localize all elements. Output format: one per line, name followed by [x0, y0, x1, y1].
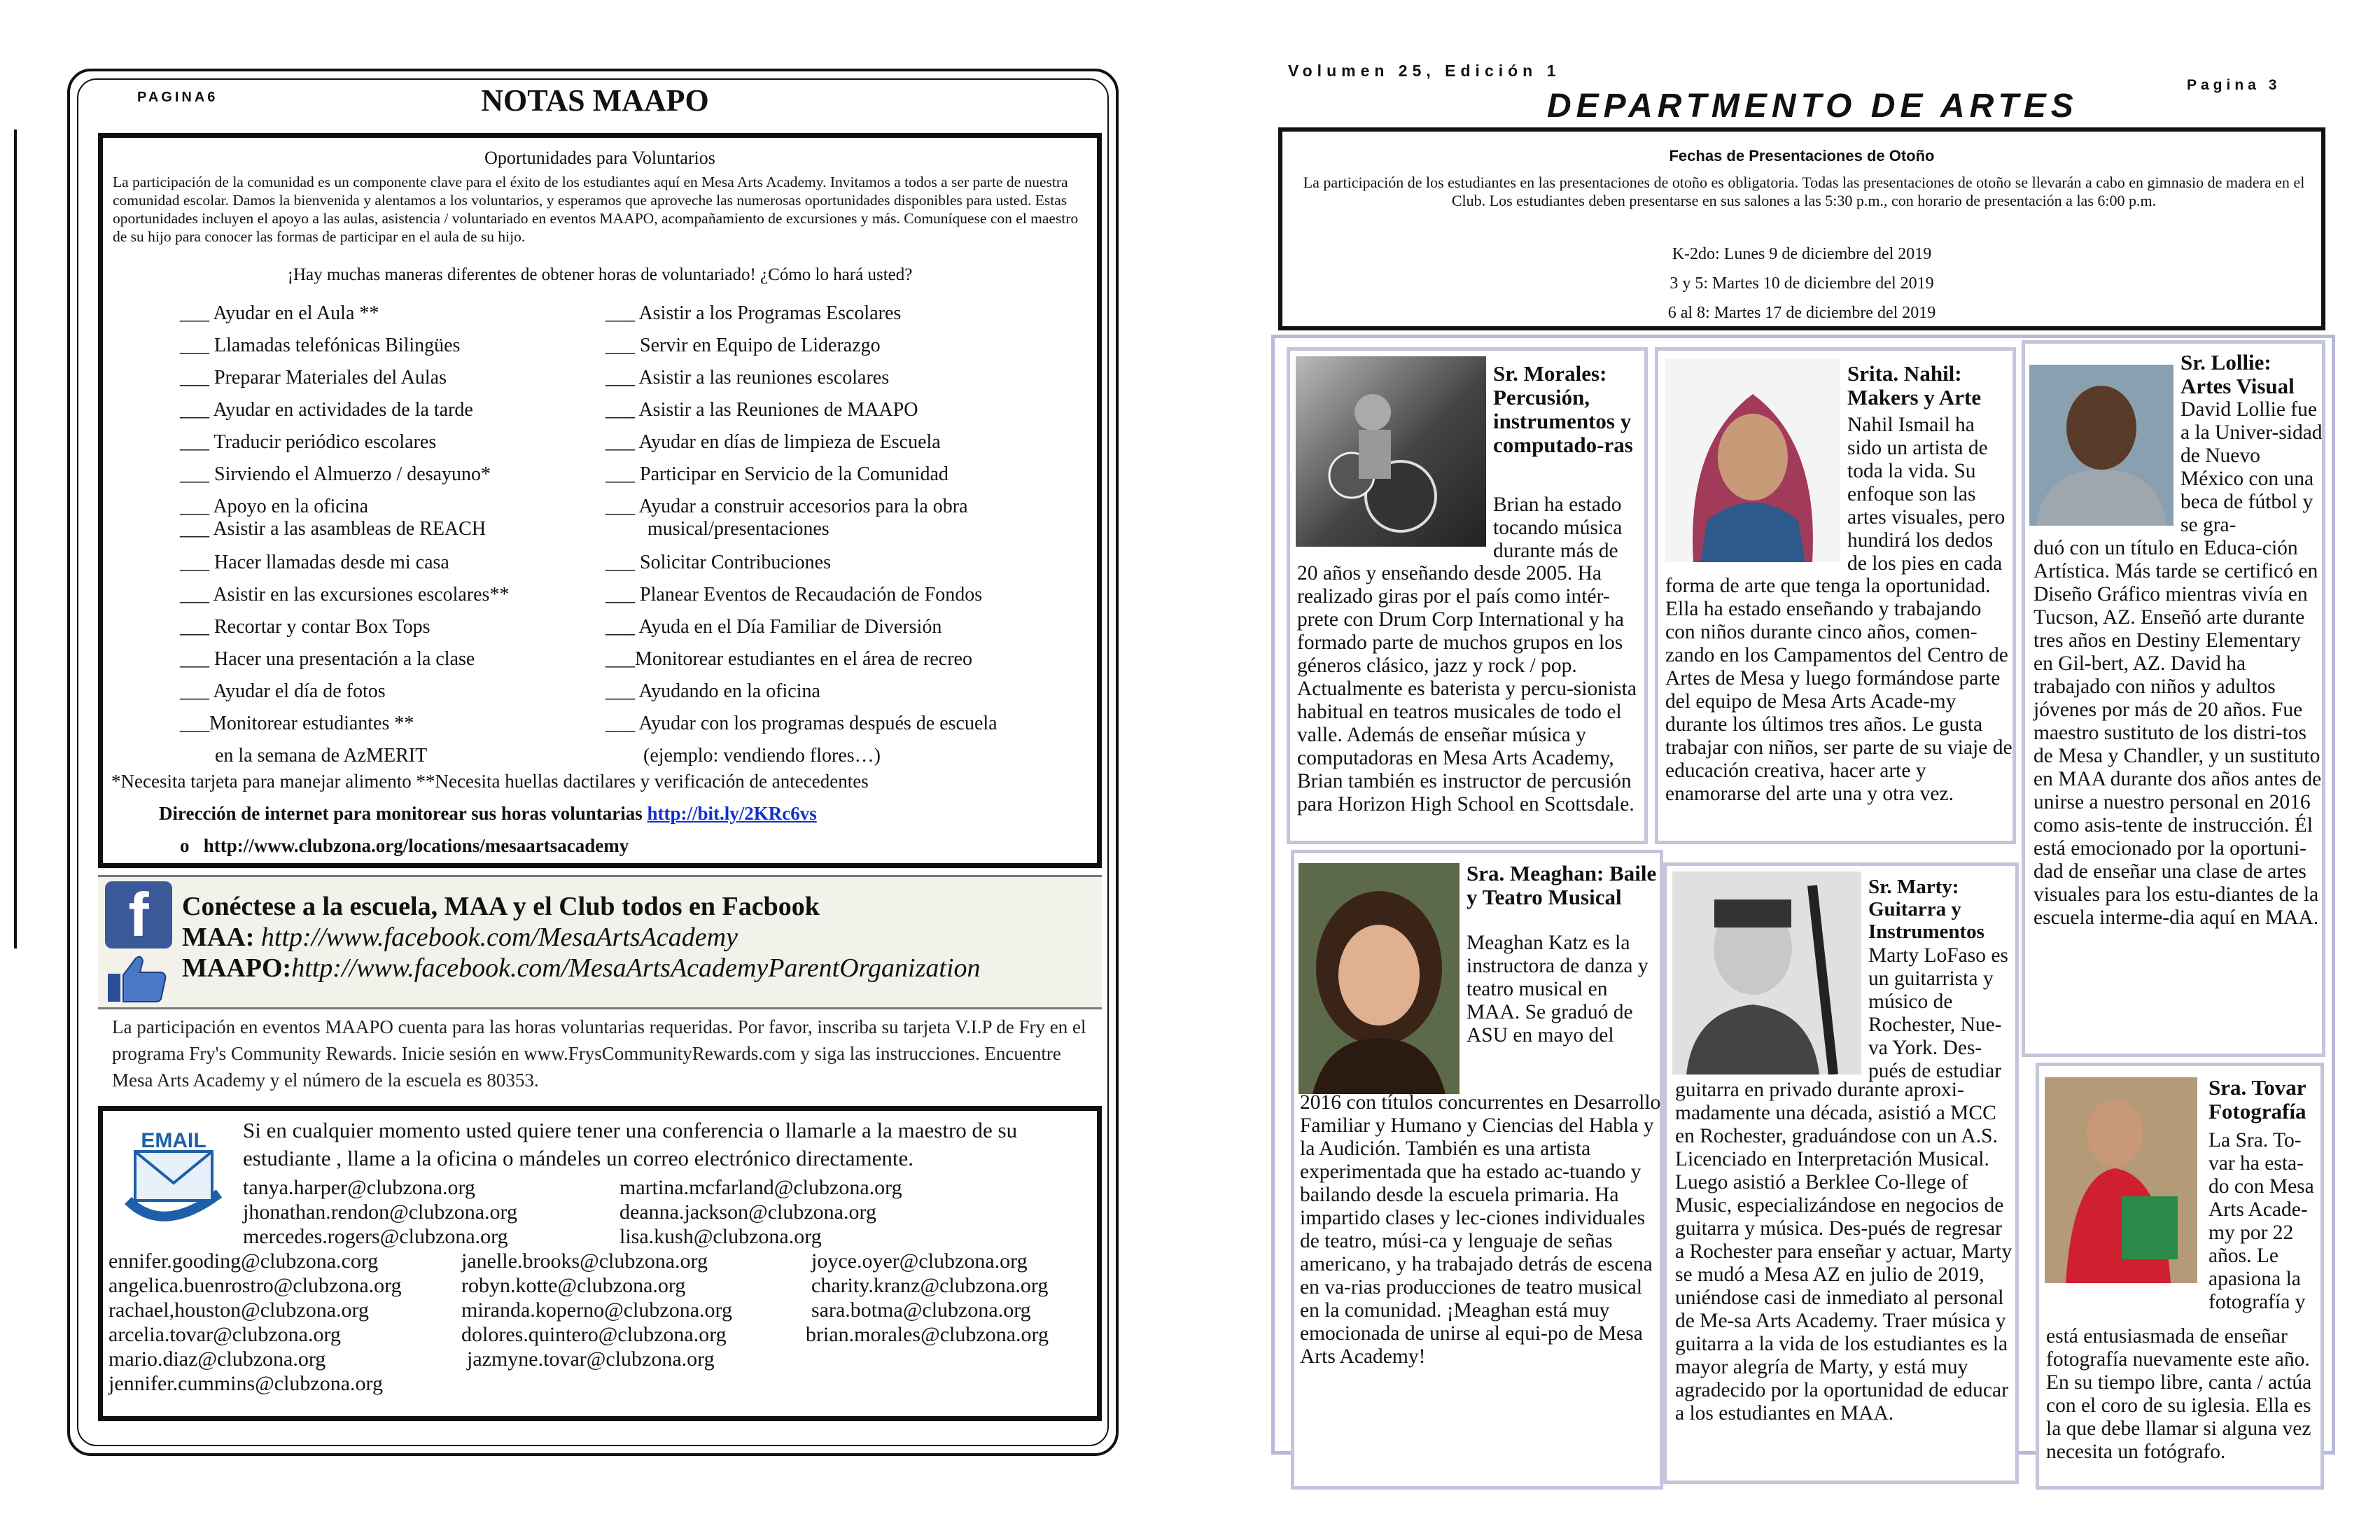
- performance-date: 6 al 8: Martes 17 de diciembre del 2019: [1667, 304, 1936, 322]
- teacher-card-tovar: [2036, 1063, 2324, 1490]
- morales-photo: [1296, 356, 1486, 547]
- arts-department-title: DEPARTMENTO DE ARTES: [1547, 88, 2078, 125]
- volunteer-option: ___ Ayudar en días de limpieza de Escuela: [606, 431, 941, 453]
- volunteer-option: ___ Ayudar en el Aula **: [180, 302, 379, 324]
- teacher-card-morales: [1287, 347, 1648, 844]
- meaghan-photo: [1298, 863, 1460, 1094]
- right-page-number: Pagina 3: [2187, 77, 2281, 93]
- meaghan-bio-side: Meaghan Katz es la instructora de danza y teatro musical en MAA. Se graduó de ASU en mayo del: [1466, 932, 1648, 1046]
- volunteer-option: ___ Llamadas telefónicas Bilingües: [180, 335, 461, 356]
- email-address[interactable]: ennifer.gooding@clubzona.corg: [108, 1250, 379, 1273]
- nahil-bio: forma de arte que tenga la oportunidad. Ella ha estado enseñando y trabajando con niños durante cinco años, comen-zando en los Campamentos del Centro de Artes de Mesa y luego formándose parte del equipo de Mesa Arts Acade-my durante los últimos tres años. Le gusta trabajar con niños, ser parte de su viaje de educación creativa, hacer arte y enamorarse del arte una y otra vez.: [1665, 575, 2012, 805]
- facebook-title: Conéctese a la escuela, MAA y el Club todos en Facbook: [182, 892, 820, 921]
- email-address[interactable]: sara.botma@clubzona.org: [811, 1298, 1031, 1322]
- email-address[interactable]: joyce.oyer@clubzona.org: [811, 1250, 1028, 1273]
- volunteer-web-label: Dirección de internet para monitorear sus horas voluntarias: [159, 803, 648, 824]
- facebook-section: [98, 875, 1102, 1009]
- volunteer-option: ___Monitorear estudiantes en el área de recreo: [606, 648, 972, 670]
- volunteer-option: ___ Ayudando en la oficina: [606, 680, 820, 702]
- volunteer-web-line: [159, 803, 817, 825]
- email-address[interactable]: jazmyne.tovar@clubzona.org: [467, 1348, 715, 1371]
- email-address[interactable]: janelle.brooks@clubzona.org: [461, 1250, 708, 1273]
- volunteer-option: ___ Apoyo en la oficina: [180, 496, 369, 517]
- email-address[interactable]: deanna.jackson@clubzona.org: [620, 1200, 876, 1224]
- meaghan-title: Sra. Meaghan: Baile y Teatro Musical: [1466, 861, 1657, 909]
- volunteer-option: ___ Hacer llamadas desde mi casa: [180, 552, 449, 573]
- lollie-photo: [2029, 365, 2174, 526]
- morales-bio-side: Brian ha estado tocando música durante más de: [1493, 493, 1623, 562]
- meaghan-bio: 2016 con títulos concurrentes en Desarrollo Familiar y Humano y Ciencias del Habla y la Audición. También es una artista experimentada que ha estado ac-tuando y bailando desde la escuela primaria. Ha impartido clases y lec-ciones individuales de teatro, músi-ca y lenguaje de señas americano, y ha trabajado detrás de escena en va-rias producciones de teatro musical en la comunidad. ¡Meaghan está muy emocionada de unirse al equi-po de Mesa Arts Academy!: [1300, 1091, 1661, 1368]
- portrait-image: [1665, 359, 1840, 562]
- lollie-title: Sr. Lollie: Artes Visual: [2180, 350, 2295, 398]
- volunteer-option: ___ Asistir a las reuniones escolares: [606, 367, 890, 388]
- email-address[interactable]: robyn.kotte@clubzona.org: [461, 1274, 686, 1297]
- volunteer-option: ___ Ayudar el día de fotos: [180, 680, 386, 702]
- email-address[interactable]: dolores.quintero@clubzona.org: [461, 1323, 727, 1346]
- maapo-label: MAAPO:: [182, 953, 292, 983]
- bullet-marker: o: [180, 835, 190, 856]
- email-address[interactable]: lisa.kush@clubzona.org: [620, 1225, 822, 1248]
- email-address[interactable]: arcelia.tovar@clubzona.org: [108, 1323, 341, 1346]
- portrait-image: [2045, 1077, 2197, 1283]
- left-page-number: PAGINA6: [137, 90, 218, 105]
- tovar-title: Sra. Tovar Fotografía: [2208, 1075, 2306, 1124]
- email-address[interactable]: mario.diaz@clubzona.org: [108, 1348, 326, 1371]
- lollie-bio-side: David Lollie fue a la Univer-sidad de Nuevo México con una beca de fútbol y se gra-: [2180, 398, 2323, 536]
- morales-title: Sr. Morales: Percusión, instrumentos y computado-ras: [1493, 361, 1633, 457]
- tovar-photo: [2045, 1077, 2197, 1283]
- volunteer-option: ___ Ayudar con los programas después de escuela: [606, 713, 997, 734]
- volunteer-option: ___ Recortar y contar Box Tops: [180, 616, 430, 638]
- portrait-image: [1298, 863, 1460, 1094]
- volunteer-option: ___ Solicitar Contribuciones: [606, 552, 831, 573]
- morales-bio: 20 años y enseñando desde 2005. Ha realizado giras por el país como intér-prete con Drum Corp International y ha formado parte de muchos grupos en los géneros clásico, jazz y rock / pop. Actualmente es baterista y percu-sionista habitual en teatros musicales de todo el valle. Además de enseñar música y computadoras en Mesa Arts Academy, Brian también es instructor de percusión para Horizon High School en Scottsdale.: [1297, 562, 1637, 816]
- volunteer-option: ___ Planear Eventos de Recaudación de Fondos: [606, 584, 983, 606]
- email-address[interactable]: jhonathan.rendon@clubzona.org: [243, 1200, 517, 1224]
- tovar-bio-side: La Sra. To-var ha esta-do con Mesa Arts Acade-my por 22 años. Le apasiona la fotografía y: [2208, 1129, 2314, 1313]
- email-address[interactable]: charity.kranz@clubzona.org: [811, 1274, 1049, 1297]
- volunteer-option: ___ Ayuda en el Día Familiar de Diversión: [606, 616, 942, 638]
- left-page-title: NOTAS MAAPO: [481, 83, 709, 118]
- email-contacts-section: [98, 1106, 1102, 1421]
- volunteer-option: ___ Sirviendo el Almuerzo / desayuno*: [180, 463, 491, 485]
- volunteer-option: ___ Ayudar en actividades de la tarde: [180, 399, 473, 421]
- volunteer-option: ___ Asistir en las excursiones escolares**: [180, 584, 510, 606]
- volunteer-url-line: [180, 835, 629, 857]
- volunteer-option: ___ Ayudar a construir accesorios para la obra: [606, 496, 968, 517]
- volunteer-option: musical/presentaciones: [648, 518, 830, 540]
- email-address[interactable]: jennifer.cummins@clubzona.org: [108, 1372, 383, 1395]
- nahil-title: Srita. Nahil: Makers y Arte: [1847, 361, 1982, 410]
- email-address[interactable]: martina.mcfarland@clubzona.org: [620, 1176, 902, 1199]
- nahil-photo: [1665, 359, 1840, 562]
- facebook-icon: f: [105, 881, 172, 948]
- email-address[interactable]: mercedes.rogers@clubzona.org: [243, 1225, 508, 1248]
- dates-heading: Fechas de Presentaciones de Otoño: [1669, 147, 1935, 164]
- teacher-card-marty: [1663, 862, 2019, 1484]
- marty-bio: guitarra en privado durante aproxi-madamente una década, asistió a MCC en Rochester, graduándose con un A.S. Licenciado en Interpretación Musical. Luego asistió a Berklee Co-llege of Music, especializándose en negocios de guitarra y música. Des-pués de regresar a Rochester para enseñar y actuar, Marty se mudó a Mesa AZ en julio de 2019, uniéndose casi de inmediato al personal de Me-sa Arts Academy. Traer música y guitarra a la vida de los estudiantes es la mayor alegría de Marty, y está muy agradecido por la oportunidad de educar a los estudiantes en MAA.: [1675, 1079, 2012, 1424]
- teacher-card-nahil: [1655, 347, 2016, 844]
- volunteer-list-col2: [606, 298, 997, 772]
- email-address[interactable]: tanya.harper@clubzona.org: [243, 1176, 475, 1199]
- nahil-bio-side: Nahil Ismail ha sido un artista de toda la vida. Su enfoque son las artes visuales, pero hundirá los dedos de los pies en cada: [1847, 414, 2005, 575]
- volunteer-option: ___ Hacer una presentación a la clase: [180, 648, 475, 670]
- email-intro: Si en cualquier momento usted quiere tener una conferencia o llamarle a la maestro de su estudiante , llame a la oficina o mándeles un correo electrónico directamente.: [243, 1118, 1018, 1170]
- marty-photo: [1672, 872, 1861, 1074]
- volunteer-heading: Oportunidades para Voluntarios: [484, 148, 715, 168]
- dates-intro: La participación de los estudiantes en las presentaciones de otoño es obligatoria. Todas las presentaciones de otoño se llevarán a cabo en gimnasio de madera en el Club. Los estudiantes deben presentarse en sus salones a las 5:30 p.m., con horario de presentación a las 6:00 p.m.: [1303, 174, 2305, 209]
- maapo-facebook-url[interactable]: http://www.facebook.com/MesaArtsAcademyParentOrganization: [291, 953, 981, 983]
- volunteer-option: ___ Asistir a las Reuniones de MAAPO: [606, 399, 918, 421]
- maa-facebook-url[interactable]: http://www.facebook.com/MesaArtsAcademy: [254, 923, 738, 952]
- performance-date: 3 y 5: Martes 10 de diciembre del 2019: [1670, 274, 1934, 293]
- email-address[interactable]: miranda.koperno@clubzona.org: [461, 1298, 732, 1322]
- email-icon-label: EMAIL: [141, 1129, 206, 1152]
- email-address[interactable]: brian.morales@clubzona.org: [806, 1323, 1049, 1346]
- frys-rewards-paragraph: La participación en eventos MAAPO cuenta para las horas voluntarias requeridas. Por favor, inscriba su tarjeta V.I.P de Fry en el programa Fry's Community Rewards. Inicie sesión en www.FrysCommunityRewards.com y siga las instrucciones. Encuentre Mesa Arts Academy y el número de la escuela es 80353.: [112, 1016, 1086, 1091]
- volunteer-option: ___ Traducir periódico escolares: [180, 431, 437, 453]
- email-address[interactable]: angelica.buenrostro@clubzona.org: [108, 1274, 402, 1297]
- volunteer-notes: *Necesita tarjeta para manejar alimento **Necesita huellas dactilares y verificación de antecedentes: [111, 771, 869, 792]
- thumbs-up-icon: [105, 953, 168, 1004]
- volunteer-option: ___ Servir en Equipo de Liderazgo: [606, 335, 881, 356]
- volunteer-option: ___Monitorear estudiantes **: [180, 713, 414, 734]
- teacher-card-lollie: [2022, 340, 2325, 1057]
- volunteer-option: ___ Asistir a las asambleas de REACH: [180, 518, 486, 540]
- facebook-maa-line: [182, 922, 738, 953]
- marty-bio-side: Marty LoFaso es un guitarrista y músico de Rochester, Nue-va York. Des-pués de estudiar: [1868, 944, 2008, 1082]
- volunteer-intro: La participación de la comunidad es un componente clave para el éxito de los estudiantes aquí en Mesa Arts Academy. Invitamos a todos a ser parte de nuestra comunidad escolar. Damos la bienvenida y alentamos a los voluntarios, y esperamos que aproveche las numerosas oportunidades disponibles para usted. Estas oportunidades incluyen el apoyo a las aulas, asistencia / voluntariado en eventos MAAPO, acompañamiento de excursiones y más. Comuníquese con el maestro de su hijo para conocer las formas de participar en el aula de su hijo.: [113, 174, 1079, 245]
- volunteer-question: ¡Hay muchas maneras diferentes de obtener horas de voluntariado! ¿Cómo lo hará usted?: [287, 265, 913, 284]
- previous-page-edge: [0, 130, 17, 948]
- portrait-image: [2029, 365, 2174, 526]
- volunteer-option: en la semana de AzMERIT: [215, 745, 428, 766]
- maa-label: MAA:: [182, 923, 255, 952]
- volunteer-option: (ejemplo: vendiendo flores…): [643, 745, 881, 766]
- email-icon: [121, 1124, 226, 1228]
- clubzona-url[interactable]: http://www.clubzona.org/locations/mesaartsacademy: [203, 835, 629, 856]
- marty-title: Sr. Marty: Guitarra y Instrumentos: [1868, 876, 1984, 943]
- volunteer-section: [98, 133, 1102, 868]
- fall-performance-dates: [1278, 127, 2325, 330]
- tovar-bio: está entusiasmada de enseñar fotografía nuevamente este año. En su tiempo libre, canta / actúa con el coro de su iglesia. Ella es la que debe llamar si alguna vez necesita un fotógrafo.: [2046, 1325, 2312, 1463]
- drum-kit-image: [1296, 356, 1486, 547]
- performance-date: K-2do: Lunes 9 de diciembre del 2019: [1672, 245, 1932, 263]
- volunteer-option: ___ Participar en Servicio de la Comunidad: [606, 463, 948, 485]
- volunteer-option: ___ Asistir a los Programas Escolares: [606, 302, 902, 324]
- portrait-image: [1672, 872, 1861, 1074]
- volunteer-option: ___ Preparar Materiales del Aulas: [180, 367, 447, 388]
- volume-edition: Volumen 25, Edición 1: [1288, 62, 1561, 80]
- facebook-maapo-line: [182, 953, 981, 983]
- volunteer-list-col1: [180, 298, 509, 772]
- teacher-card-meaghan: [1291, 850, 1663, 1490]
- lollie-bio: duó con un título en Educa-ción Artística. Más tarde se certificó en Diseño Gráfico mientras vivía en Tucson, AZ. Enseñó arte durante tres años en Destiny Elementary en Gil-bert, AZ. David ha trabajado con niños y adultos jóvenes por más de 20 años. Fue maestro sustituto de los distri-tos de Mesa y Chandler, y un sustituto en MAA durante dos años antes de unirse a nuestro personal en 2016 como asis-tente de instrucción. Él está emocionado por la oportuni-dad de enseñar una clase de artes visuales para los estu-diantes de la escuela interme-dia aquí en MAA.: [2033, 537, 2322, 929]
- volunteer-hours-link[interactable]: http://bit.ly/2KRc6vs: [647, 803, 817, 824]
- email-address[interactable]: rachael,houston@clubzona.org: [108, 1298, 369, 1322]
